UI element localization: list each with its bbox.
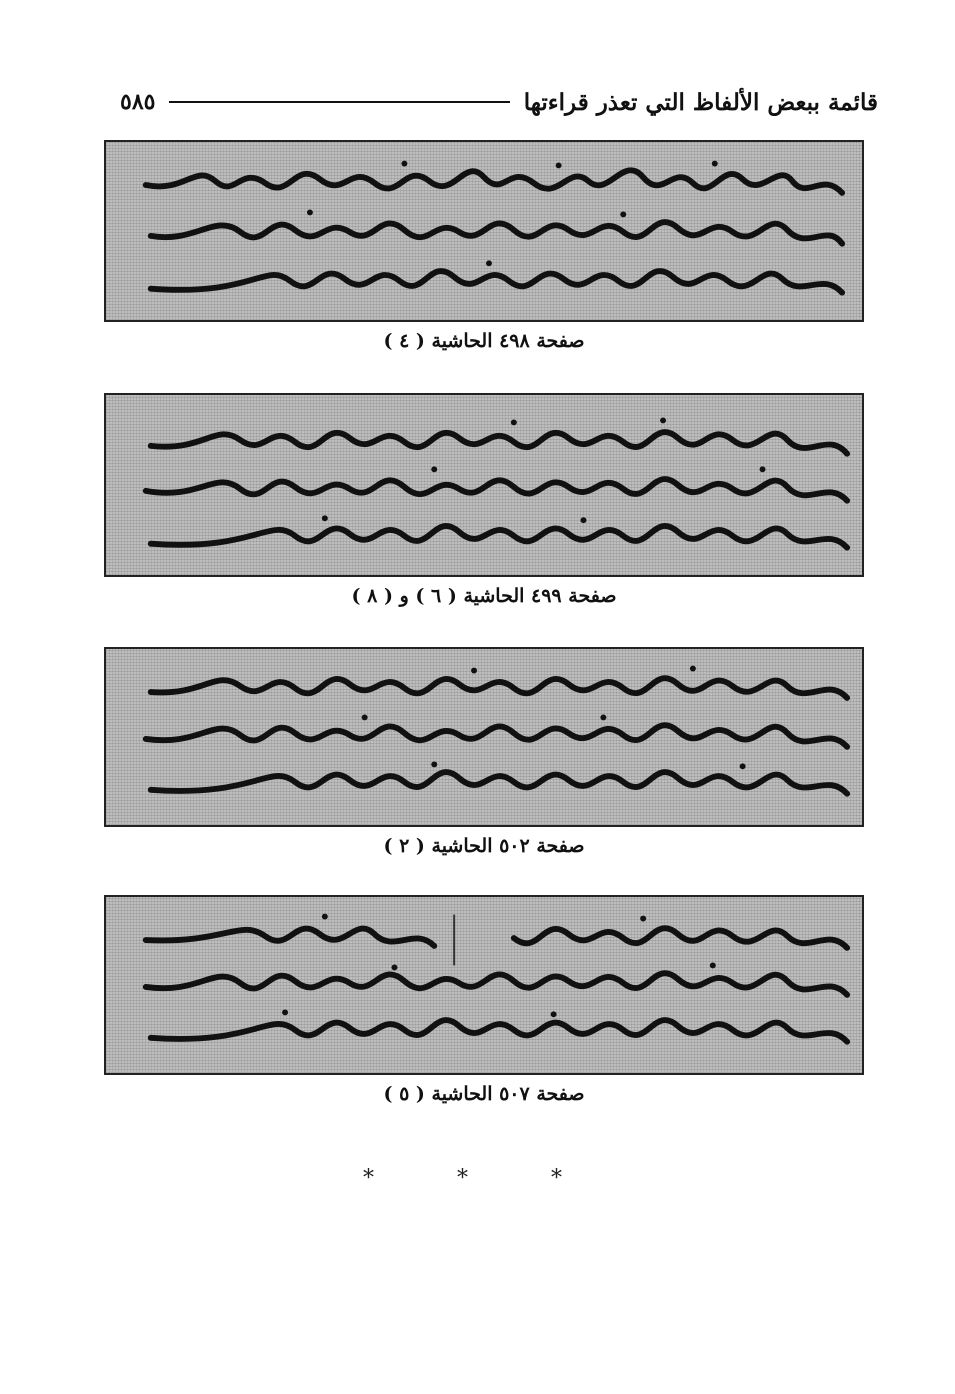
- manuscript-image-3: [104, 647, 864, 827]
- figure-caption-4: صفحة ٥٠٧ الحاشية ( ٥ ): [383, 1083, 585, 1105]
- manuscript-image-1: [104, 140, 864, 322]
- running-header: [120, 82, 878, 122]
- handwriting-scribble-2: [106, 395, 862, 575]
- running-title: قائمة ببعض الألفاظ التي تعذر قراءتها: [523, 88, 878, 116]
- ornament-star: *: [457, 1166, 498, 1191]
- manuscript-figure-3: [104, 647, 864, 857]
- handwriting-scribble-1: [106, 142, 862, 320]
- manuscript-figure-1: [104, 140, 864, 352]
- ornament-star: *: [551, 1166, 592, 1191]
- figure-caption-2: صفحة ٤٩٩ الحاشية ( ٦ ) و ( ٨ ): [351, 585, 617, 607]
- manuscript-image-4: [104, 895, 864, 1075]
- section-ornament: [0, 1166, 955, 1191]
- manuscript-figure-4: [104, 895, 864, 1105]
- handwriting-scribble-3: [106, 649, 862, 825]
- handwriting-scribble-4: [106, 897, 862, 1073]
- figure-caption-3: صفحة ٥٠٢ الحاشية ( ٢ ): [383, 835, 585, 857]
- ornament-star: *: [363, 1166, 404, 1191]
- page-number: ٥٨٥: [120, 89, 156, 115]
- manuscript-image-2: [104, 393, 864, 577]
- manuscript-figure-2: [104, 393, 864, 607]
- figure-caption-1: صفحة ٤٩٨ الحاشية ( ٤ ): [383, 330, 585, 352]
- header-rule: [169, 101, 509, 103]
